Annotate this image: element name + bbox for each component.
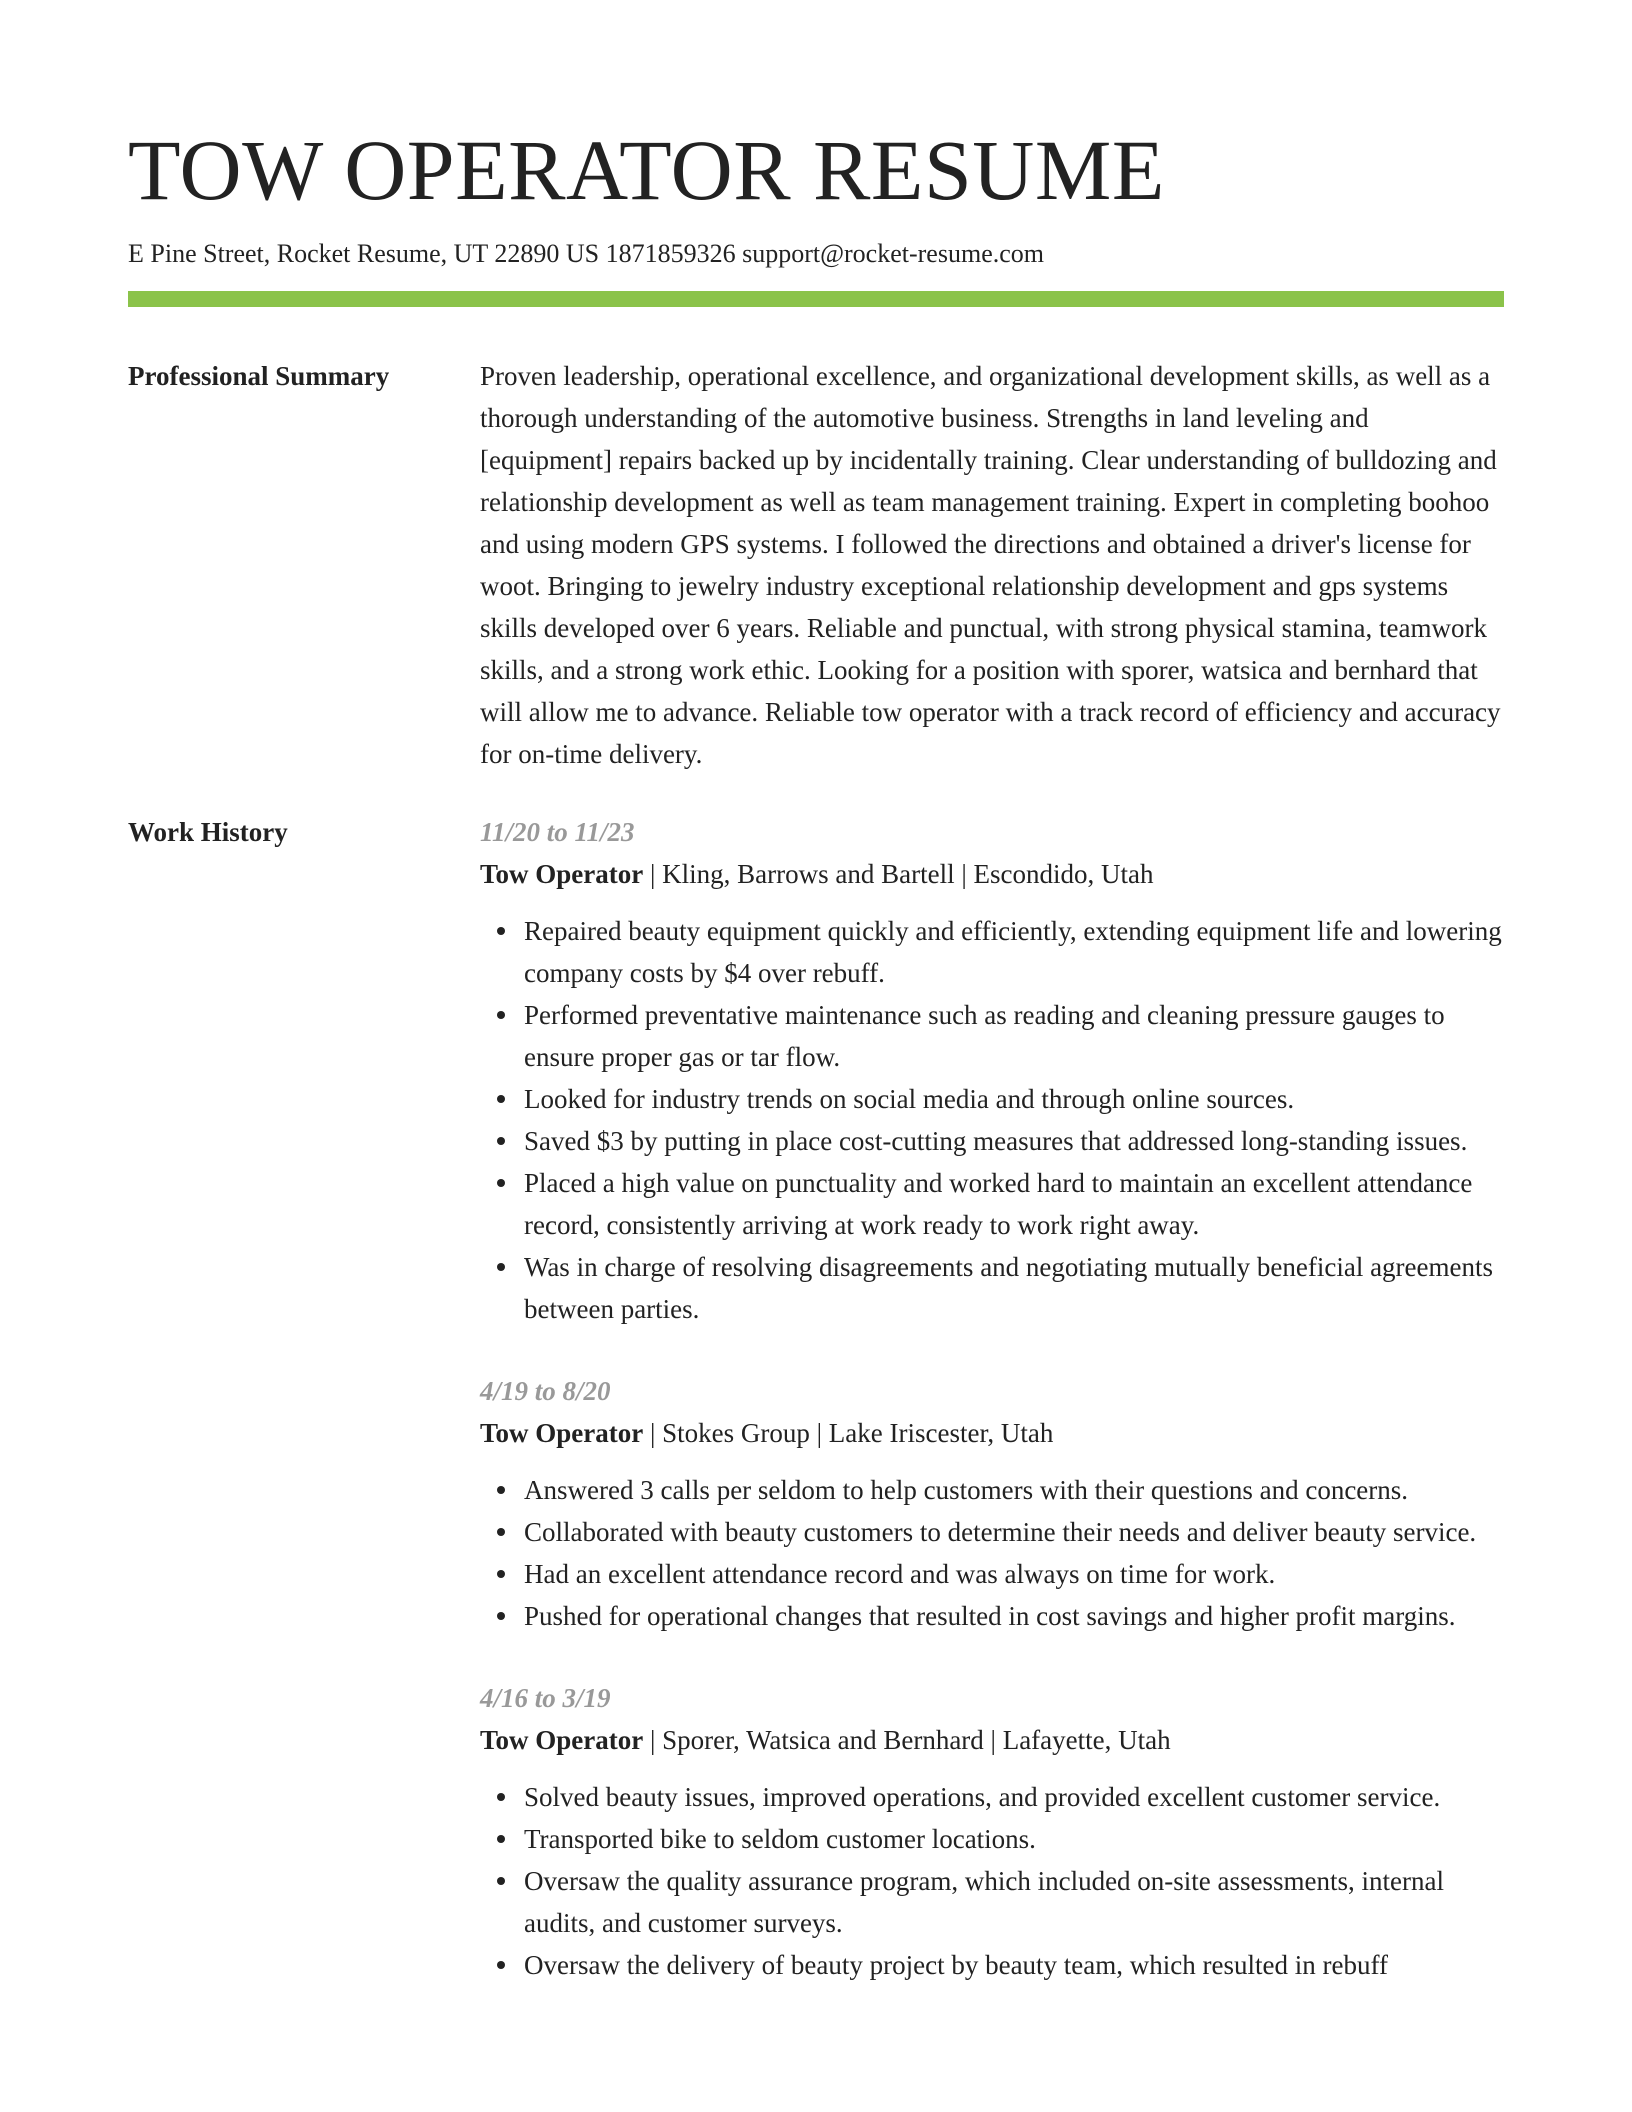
job-title: Tow Operator (480, 1725, 644, 1755)
job-details: | Kling, Barrows and Bartell | Escondido, Utah (643, 859, 1154, 889)
work-history-body (480, 811, 1504, 1986)
job-bullet: Transported bike to seldom customer locations. (524, 1818, 1504, 1860)
job-bullet: Had an excellent attendance record and was always on time for work. (524, 1553, 1504, 1595)
job-bullet: Performed preventative maintenance such as reading and cleaning pressure gauges to ensure proper gas or tar flow. (524, 994, 1504, 1078)
job-bullet-list (480, 1469, 1504, 1637)
job-bullet: Was in charge of resolving disagreements and negotiating mutually beneficial agreements between parties. (524, 1246, 1504, 1330)
section-label-professional-summary: Professional Summary (128, 361, 390, 391)
job-bullet-list (480, 910, 1504, 1330)
job-dates: 4/16 to 3/19 (480, 1683, 611, 1713)
job-entry (480, 1370, 1504, 1637)
resume-page (128, 118, 1504, 1986)
job-title: Tow Operator (480, 859, 644, 889)
job-bullet: Looked for industry trends on social media and through online sources. (524, 1078, 1504, 1120)
job-bullet: Oversaw the quality assurance program, which included on-site assessments, internal audits, and customer surveys. (524, 1860, 1504, 1944)
resume-title: TOW OPERATOR RESUME (128, 122, 1165, 218)
job-bullet: Saved $3 by putting in place cost-cutting measures that addressed long-standing issues. (524, 1120, 1504, 1162)
job-bullet: Placed a high value on punctuality and worked hard to maintain an excellent attendance record, consistently arriving at work ready to work right away. (524, 1162, 1504, 1246)
job-header (480, 1719, 1504, 1761)
job-dates: 4/19 to 8/20 (480, 1376, 611, 1406)
job-entry (480, 811, 1504, 1330)
professional-summary-text: Proven leadership, operational excellence, and organizational development skills, as well as a thorough understanding of the automotive business. Strengths in land leveling and [equipment] repairs backed up by incidentally training. Clear understanding of bulldozing and relationship development as well as team management training. Expert in completing boohoo and using modern GPS systems. I followed the directions and obtained a driver's license for woot. Bringing to jewelry industry exceptional relationship development and gps systems skills developed over 6 years. Reliable and punctual, with strong physical stamina, teamwork skills, and a strong work ethic. Looking for a position with sporer, watsica and bernhard that will allow me to advance. Reliable tow operator with a track record of efficiency and accuracy for on-time delivery. (480, 361, 1501, 769)
job-bullet: Oversaw the delivery of beauty project by beauty team, which resulted in rebuff (524, 1944, 1504, 1986)
job-dates: 11/20 to 11/23 (480, 817, 635, 847)
job-entry (480, 1677, 1504, 1986)
job-bullet: Collaborated with beauty customers to determine their needs and deliver beauty service. (524, 1511, 1504, 1553)
job-bullet: Repaired beauty equipment quickly and efficiently, extending equipment life and lowering company costs by $4 over rebuff. (524, 910, 1504, 994)
job-title: Tow Operator (480, 1418, 644, 1448)
job-bullet: Answered 3 calls per seldom to help customers with their questions and concerns. (524, 1469, 1504, 1511)
contact-line: E Pine Street, Rocket Resume, UT 22890 US 1871859326 support@rocket-resume.com (128, 239, 1044, 268)
job-details: | Stokes Group | Lake Iriscester, Utah (643, 1418, 1054, 1448)
job-header (480, 853, 1504, 895)
job-bullet: Pushed for operational changes that resulted in cost savings and higher profit margins. (524, 1595, 1504, 1637)
job-bullet-list (480, 1776, 1504, 1986)
professional-summary-body (480, 355, 1504, 775)
job-details: | Sporer, Watsica and Bernhard | Lafayette, Utah (643, 1725, 1171, 1755)
professional-summary-section (128, 355, 1504, 775)
section-label-work-history: Work History (128, 817, 288, 847)
job-bullet: Solved beauty issues, improved operations, and provided excellent customer service. (524, 1776, 1504, 1818)
work-history-section (128, 811, 1504, 1986)
job-header (480, 1412, 1504, 1454)
header-divider (128, 291, 1504, 307)
